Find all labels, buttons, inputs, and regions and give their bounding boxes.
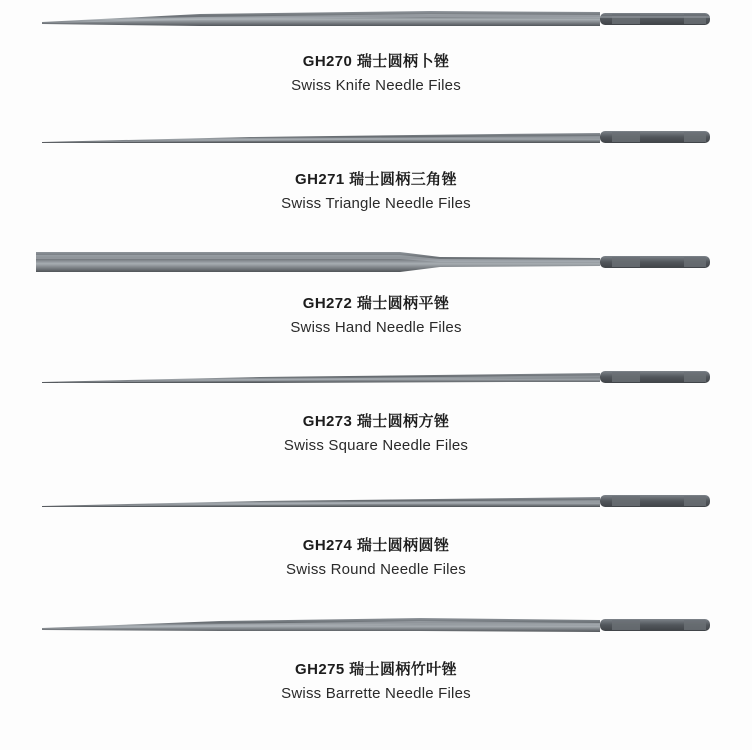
product-name-en: Swiss Square Needle Files: [283, 437, 469, 454]
product-code-cn: GH271 瑞士圆柄三角锉: [295, 171, 457, 188]
product-name-en: Swiss Hand Needle Files: [290, 319, 462, 336]
caption-block: [0, 412, 752, 457]
file-illustration-knife: [0, 0, 752, 48]
file-illustration-square: [0, 358, 752, 406]
hand-file-svg: [0, 236, 752, 288]
caption-block: [0, 660, 752, 705]
product-code-cn: GH274 瑞士圆柄圆锉: [302, 537, 450, 554]
product-name-en: Swiss Barrette Needle Files: [281, 685, 471, 702]
knife-file-svg: [0, 0, 752, 48]
file-illustration-round: [0, 482, 752, 530]
product-code-cn: GH270 瑞士圆柄卜锉: [302, 53, 450, 70]
square-file-svg: [0, 358, 752, 406]
round-file-svg: [0, 482, 752, 530]
file-illustration-hand: [0, 236, 752, 288]
product-name-en: Swiss Triangle Needle Files: [281, 195, 471, 212]
caption-block: [0, 536, 752, 581]
product-code-cn: GH272 瑞士圆柄平锉: [302, 295, 450, 312]
product-name-en: Swiss Round Needle Files: [286, 561, 466, 578]
product-code-cn: GH273 瑞士圆柄方锉: [302, 413, 450, 430]
caption-block: [0, 294, 752, 339]
file-illustration-triangle: [0, 118, 752, 166]
product-row: [0, 606, 752, 730]
barrette-file-svg: [0, 606, 752, 654]
caption-block: [0, 170, 752, 215]
product-row: [0, 358, 752, 482]
product-row: [0, 482, 752, 606]
file-illustration-barrette: [0, 606, 752, 654]
product-row: [0, 118, 752, 236]
triangle-file-svg: [0, 118, 752, 166]
caption-block: [0, 52, 752, 97]
product-name-en: Swiss Knife Needle Files: [291, 77, 461, 94]
product-code-cn: GH275 瑞士圆柄竹叶锉: [295, 661, 457, 678]
product-row: [0, 236, 752, 358]
product-row: [0, 0, 752, 118]
